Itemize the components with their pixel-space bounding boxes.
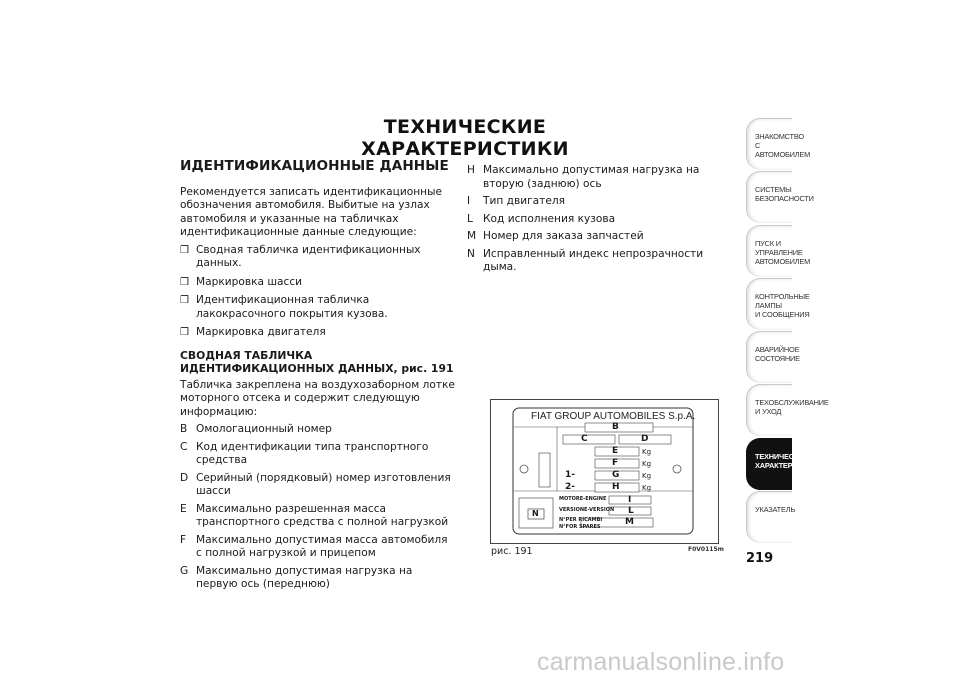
plate-header: FIAT GROUP AUTOMOBILES S.p.A. bbox=[531, 411, 696, 422]
item-letter: G bbox=[180, 564, 189, 577]
plate-versione: VERSIONE-VERSION bbox=[559, 507, 615, 513]
item-letter: M bbox=[467, 230, 477, 242]
bullet-text: Маркировка двигателя bbox=[196, 326, 326, 338]
plate-kg-g: Kg bbox=[642, 472, 652, 480]
bullet-text: Идентификационная табличка лакокрасочного покрытия кузова. bbox=[196, 294, 388, 320]
tab-label: ТЕХНИЧЕСКИЕ ХАРАКТЕРИСТИКИ bbox=[755, 451, 822, 470]
bullet-item bbox=[180, 294, 455, 321]
page-title: ТЕХНИЧЕСКИЕ ХАРАКТЕРИСТИКИ bbox=[361, 116, 569, 160]
plate-label-e: E bbox=[612, 446, 619, 456]
item-text: Код идентификации типа транспортного средства bbox=[196, 440, 429, 466]
item-letter: B bbox=[180, 423, 188, 435]
item-letter: H bbox=[467, 164, 475, 176]
item-text: Серийный (порядковый) номер изготовления шасси bbox=[196, 471, 451, 497]
tab-label: АВАРИЙНОЕ СОСТОЯНИЕ bbox=[755, 345, 800, 364]
tab-label: ЗНАКОМСТВО С АВТОМОБИЛЕМ bbox=[755, 132, 811, 159]
item-text: Максимально допустимая нагрузка на первую ось (переднюю) bbox=[196, 564, 413, 590]
plate-kg-e: Kg bbox=[642, 448, 652, 456]
list-item bbox=[180, 565, 455, 592]
list-item bbox=[467, 164, 729, 191]
plate-row-2: 2- bbox=[565, 482, 575, 492]
tab-warning-lights[interactable] bbox=[746, 278, 810, 330]
item-text: Код исполнения кузова bbox=[483, 212, 616, 225]
checkbox-bullet-icon: ❒ bbox=[180, 327, 189, 338]
item-text: Максимально допустимая масса автомобиля с полной нагрузкой и прицепом bbox=[196, 533, 448, 559]
list-item bbox=[180, 472, 455, 499]
plate-label-i: I bbox=[628, 495, 632, 505]
plate-label-b: B bbox=[612, 422, 619, 432]
item-text: Тип двигателя bbox=[483, 195, 565, 207]
item-letter: C bbox=[180, 440, 188, 453]
tab-label: ПУСК И УПРАВЛЕНИЕ АВТОМОБИЛЕМ bbox=[755, 238, 811, 266]
list-item bbox=[180, 441, 455, 468]
item-text: Номер для заказа запчастей bbox=[483, 230, 644, 242]
watermark: carmanualsonline.info bbox=[537, 648, 785, 676]
list-item bbox=[467, 230, 729, 244]
subsection-title: СВОДНАЯ ТАБЛИЧКА ИДЕНТИФИКАЦИОННЫХ ДАННЫХ, рис. 191 bbox=[180, 348, 454, 375]
item-letter: E bbox=[180, 502, 187, 515]
plate-label-g: G bbox=[612, 470, 620, 480]
item-text: Максимально допустимая нагрузка на вторую (заднюю) ось bbox=[483, 164, 700, 190]
plate-label-f: F bbox=[612, 458, 619, 468]
section-title: ИДЕНТИФИКАЦИОННЫЕ ДАННЫЕ bbox=[180, 158, 449, 174]
figure-code: F0V0115m bbox=[688, 546, 724, 553]
plate-label-n: N bbox=[532, 509, 539, 518]
item-letter: I bbox=[467, 195, 471, 207]
sub-intro-paragraph: Табличка закреплена на воздухозаборном лотке моторного отсека и содержит следующую информацию: bbox=[180, 378, 455, 418]
plate-label-h: H bbox=[612, 482, 620, 492]
checkbox-bullet-icon: ❒ bbox=[180, 295, 189, 306]
plate-row-1: 1- bbox=[565, 470, 575, 480]
bullet-item bbox=[180, 276, 455, 290]
tab-index[interactable] bbox=[746, 491, 796, 543]
checkbox-bullet-icon: ❒ bbox=[180, 244, 189, 256]
plate-label-l: L bbox=[628, 506, 634, 516]
plate-kg-h: Kg bbox=[642, 484, 652, 492]
tab-label: КОНТРОЛЬНЫЕ ЛАМПЫ И СООБЩЕНИЯ bbox=[755, 291, 810, 319]
item-text: Омологационный номер bbox=[196, 423, 332, 435]
plate-ricambi-2: N°FOR SPARES bbox=[559, 524, 601, 530]
tab-getting-to-know[interactable] bbox=[746, 118, 811, 170]
plate-label-d: D bbox=[641, 434, 649, 444]
intro-paragraph: Рекомендуется записать идентификационные обозначения автомобиля. Выбитые на узлах автомобиля и указанные на табличках идентификационные данные следующие: bbox=[180, 185, 442, 238]
list-item bbox=[180, 423, 455, 437]
chapter-tabs bbox=[746, 118, 829, 544]
bullet-text: Сводная табличка идентификационных данных. bbox=[196, 243, 421, 269]
item-text: Исправленный индекс непрозрачности дыма. bbox=[483, 247, 704, 273]
list-item bbox=[467, 195, 729, 209]
item-letter: L bbox=[467, 212, 473, 225]
figure-caption: рис. 191 bbox=[491, 546, 533, 557]
list-item bbox=[180, 503, 455, 530]
plate-label-c: C bbox=[581, 434, 588, 444]
item-letter: F bbox=[180, 533, 187, 546]
bullet-item bbox=[180, 326, 455, 340]
checkbox-bullet-icon: ❒ bbox=[180, 276, 189, 288]
item-text: Максимально разрешенная масса транспортного средства с полной нагрузкой bbox=[196, 502, 449, 528]
left-column bbox=[180, 160, 455, 596]
identification-plate-figure bbox=[490, 399, 719, 544]
list-item bbox=[180, 534, 455, 561]
right-column bbox=[467, 164, 729, 279]
plate-ricambi-1: N°PER RICAMBI bbox=[559, 517, 603, 523]
tab-maintenance[interactable] bbox=[746, 384, 829, 436]
bullet-item bbox=[180, 244, 455, 271]
plate-label-m: M bbox=[625, 517, 634, 527]
bullet-text: Маркировка шасси bbox=[196, 275, 303, 288]
plate-kg-f: Kg bbox=[642, 460, 652, 468]
item-letter: N bbox=[467, 247, 475, 260]
tab-safety-systems[interactable] bbox=[746, 171, 814, 223]
tab-technical-specs[interactable] bbox=[746, 438, 822, 490]
tab-label: УКАЗАТЕЛЬ bbox=[755, 505, 796, 515]
plate-motore: MOTORE-ENGINE bbox=[559, 496, 607, 502]
item-letter: D bbox=[180, 471, 189, 484]
tab-label: ТЕХОБСЛУЖИВАНИЕ И УХОД bbox=[755, 398, 829, 417]
list-item bbox=[467, 248, 729, 275]
list-item bbox=[467, 213, 729, 227]
tab-emergency[interactable] bbox=[746, 331, 800, 383]
tab-starting-driving[interactable] bbox=[746, 225, 811, 277]
tab-label: СИСТЕМЫ БЕЗОПАСНОСТИ bbox=[755, 185, 814, 204]
page-number: 219 bbox=[746, 551, 774, 566]
